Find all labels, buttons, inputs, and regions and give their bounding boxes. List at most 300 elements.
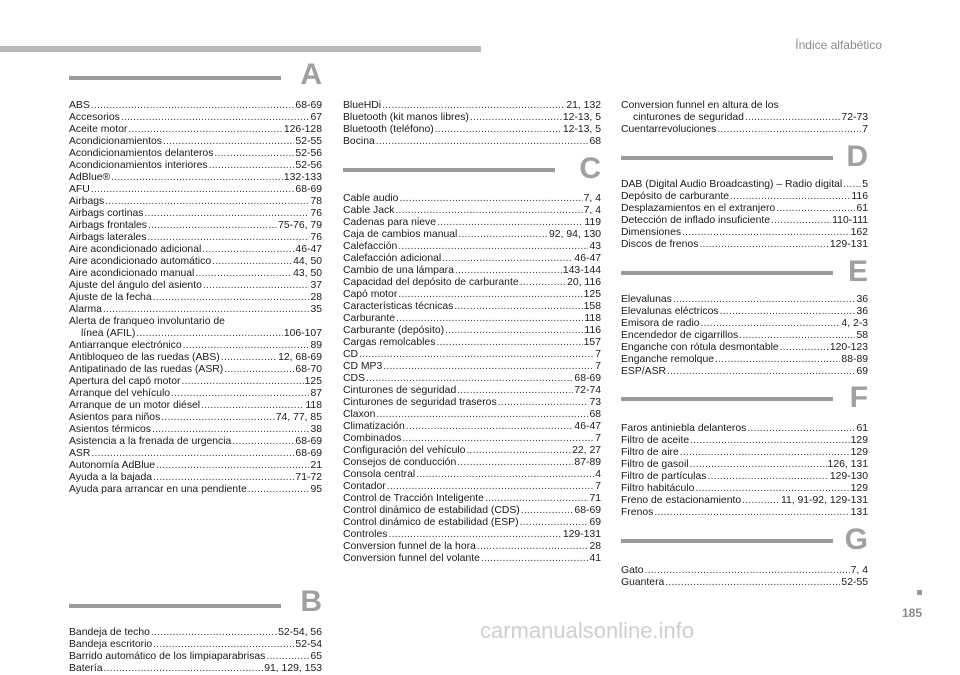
- index-pages: 74, 77, 85: [275, 412, 322, 423]
- index-entry: [621, 191, 868, 203]
- index-pages: 20, 116: [567, 277, 601, 288]
- index-entry: [69, 316, 322, 328]
- index-term: Carburante (depósito): [343, 325, 445, 336]
- index-entry: [69, 484, 322, 496]
- index-pages: 68-69: [295, 436, 322, 447]
- index-term: Filtro de aire: [621, 447, 679, 458]
- index-pages: 68-69: [295, 184, 322, 195]
- leader-dots: [457, 385, 573, 397]
- index-pages: 46-47: [574, 421, 601, 432]
- leader-dots: [153, 472, 294, 484]
- leader-dots: [699, 239, 828, 251]
- index-pages: 68: [589, 409, 601, 420]
- leader-dots: [739, 330, 855, 342]
- leader-dots: [498, 397, 589, 409]
- section-entries-f: [621, 423, 868, 519]
- index-term: Climatización: [343, 421, 405, 432]
- index-term: Faros antiniebla delanteros: [621, 423, 747, 434]
- index-pages: 52-54: [295, 639, 322, 650]
- index-term: Capó motor: [343, 289, 398, 300]
- index-pages: 37: [310, 280, 322, 291]
- leader-dots: [382, 100, 565, 112]
- index-entry: [69, 340, 322, 352]
- index-entry: [69, 651, 322, 663]
- index-term: Aceite motor: [69, 124, 128, 135]
- index-pages: 12-13, 5: [562, 124, 601, 135]
- index-entry: [343, 541, 601, 553]
- index-term: Carburante: [343, 313, 395, 324]
- section-rule: [69, 604, 281, 608]
- leader-dots: [153, 639, 294, 651]
- index-entry: [343, 373, 601, 385]
- leader-dots: [665, 577, 840, 589]
- index-term: cinturones de seguridad: [633, 112, 744, 123]
- index-pages: 67: [310, 112, 322, 123]
- index-entry: [621, 239, 868, 251]
- index-pages: 4: [595, 469, 601, 480]
- index-pages: 68-69: [295, 100, 322, 111]
- index-pages: 21: [310, 460, 322, 471]
- index-term: Arranque de un motor diésel: [69, 400, 201, 411]
- leader-dots: [103, 304, 310, 316]
- page-header-title: Índice alfabético: [795, 38, 882, 52]
- index-term: Combinados: [343, 433, 402, 444]
- index-term: Cable audio: [343, 193, 399, 204]
- leader-dots: [707, 471, 828, 483]
- leader-dots: [151, 627, 277, 639]
- index-pages: 132-133: [283, 172, 322, 183]
- index-entry: [621, 215, 868, 227]
- index-pages: 68-70: [295, 364, 322, 375]
- index-entry: [69, 436, 322, 448]
- section-letter-f: F: [849, 381, 868, 414]
- leader-dots: [645, 565, 850, 577]
- index-pages: 43: [589, 241, 601, 252]
- index-pages: 116: [584, 325, 601, 336]
- index-entry: [343, 361, 601, 373]
- index-entry: [343, 277, 601, 289]
- index-entry: [69, 280, 322, 292]
- index-pages: 162: [850, 227, 868, 238]
- index-term: Discos de frenos: [621, 239, 699, 250]
- index-term: Airbags frontales: [69, 220, 147, 231]
- index-pages: 125: [304, 376, 322, 387]
- leader-dots: [212, 256, 292, 268]
- index-entry: [343, 421, 601, 433]
- index-pages: 158: [583, 301, 601, 312]
- section-rule: [69, 76, 281, 80]
- index-term: CD MP3: [343, 361, 383, 372]
- leader-dots: [399, 193, 582, 205]
- leader-dots: [437, 217, 583, 229]
- leader-dots: [152, 424, 309, 436]
- index-pages: 126-128: [283, 124, 322, 135]
- index-term: Aire acondicionado manual: [69, 268, 195, 279]
- leader-dots: [520, 277, 566, 289]
- leader-dots: [161, 412, 275, 424]
- leader-dots: [147, 232, 309, 244]
- index-entry: [69, 196, 322, 208]
- index-pages: 131: [850, 507, 868, 518]
- index-pages: 106-107: [283, 328, 322, 339]
- index-term: AFU: [69, 184, 90, 195]
- index-entry: [343, 337, 601, 349]
- leader-dots: [843, 179, 861, 191]
- index-pages: 46-47: [295, 244, 322, 255]
- index-pages: 75-76, 79: [278, 220, 322, 231]
- index-entry: [343, 124, 601, 136]
- section-letter-c: C: [579, 152, 601, 185]
- index-entry: [621, 507, 868, 519]
- index-entry: [69, 292, 322, 304]
- leader-dots: [121, 112, 310, 124]
- index-term: Apertura del capó motor: [69, 376, 181, 387]
- index-pages: 68-69: [574, 505, 601, 516]
- leader-dots: [395, 205, 582, 217]
- index-entry: [69, 112, 322, 124]
- index-term: Control dinámico de estabilidad (CDS): [343, 505, 520, 516]
- section-rule: [343, 168, 555, 172]
- index-pages: 71: [589, 493, 601, 504]
- index-entry: [69, 148, 322, 160]
- index-pages: 22, 27: [572, 445, 601, 456]
- section-entries-d: [621, 179, 868, 251]
- leader-dots: [148, 220, 277, 232]
- index-entry: [343, 445, 601, 457]
- index-term: Batería: [69, 663, 103, 674]
- index-term: Arranque del vehículo: [69, 388, 171, 399]
- index-entry: [69, 208, 322, 220]
- index-pages: 46-47: [574, 253, 601, 264]
- leader-dots: [104, 663, 264, 675]
- index-term: Aire acondicionado automático: [69, 256, 212, 267]
- leader-dots: [667, 366, 855, 378]
- leader-dots: [715, 354, 840, 366]
- index-entry: [343, 325, 601, 337]
- index-pages: 76: [310, 208, 322, 219]
- leader-dots: [224, 364, 294, 376]
- index-entry: [343, 397, 601, 409]
- index-entry: [343, 217, 601, 229]
- leader-dots: [445, 325, 583, 337]
- leader-dots: [701, 318, 841, 330]
- index-entry: [343, 100, 601, 112]
- index-term: Encendedor de cigarrillos: [621, 330, 739, 341]
- index-term: Filtro de gasoil: [621, 459, 689, 470]
- leader-dots: [485, 493, 589, 505]
- index-term: Consejos de conducción: [343, 457, 457, 468]
- index-pages: 125: [583, 289, 601, 300]
- leader-dots: [388, 529, 561, 541]
- index-entry: [343, 457, 601, 469]
- index-term: Airbags cortinas: [69, 208, 144, 219]
- index-term: Filtro habitáculo: [621, 483, 695, 494]
- index-entry: [621, 577, 868, 589]
- index-pages: 21, 132: [566, 100, 601, 111]
- leader-dots: [145, 208, 310, 220]
- index-entry: [621, 179, 868, 191]
- index-term: Ayuda para arrancar en una pendiente: [69, 484, 247, 495]
- leader-dots: [183, 340, 310, 352]
- index-entry: [343, 253, 601, 265]
- index-pages: 72-73: [841, 112, 868, 123]
- leader-dots: [91, 184, 295, 196]
- leader-dots: [195, 268, 292, 280]
- index-pages: 120-123: [829, 342, 868, 353]
- index-term: Desplazamientos en el extranjero: [621, 203, 776, 214]
- index-term: Conversion funnel de la hora: [343, 541, 476, 552]
- leader-dots: [747, 423, 855, 435]
- index-term: Acondicionamientos: [69, 136, 162, 147]
- index-entry: [621, 483, 868, 495]
- index-pages: 91, 129, 153: [264, 663, 322, 674]
- index-pages: 110-111: [832, 215, 868, 226]
- leader-dots: [398, 241, 588, 253]
- index-entry: [621, 330, 868, 342]
- index-term: Claxon: [343, 409, 376, 420]
- leader-dots: [402, 433, 594, 445]
- index-term: Antiarranque electrónico: [69, 340, 182, 351]
- index-entry: [343, 529, 601, 541]
- index-term: Controles: [343, 529, 388, 540]
- index-pages: 119: [584, 217, 601, 228]
- leader-dots: [209, 160, 295, 172]
- section-letter-a: A: [300, 58, 322, 91]
- index-entry: [343, 265, 601, 277]
- index-entry: [621, 203, 868, 215]
- index-entry: [343, 289, 601, 301]
- index-pages: 28: [310, 292, 322, 303]
- index-entry: [69, 663, 322, 675]
- index-term: Ayuda a la bajada: [69, 472, 153, 483]
- index-entry: [69, 364, 322, 376]
- leader-dots: [771, 215, 831, 227]
- index-term: Barrido automático de los limpiaparabrisas: [69, 651, 266, 662]
- section-entries-e: [621, 294, 868, 378]
- leader-dots: [181, 376, 303, 388]
- index-entry: [621, 124, 868, 136]
- index-pages: 88-89: [841, 354, 868, 365]
- leader-dots: [136, 328, 283, 340]
- index-term: Asistencia a la frenada de urgencia: [69, 436, 232, 447]
- index-term: Calefacción adicional: [343, 253, 442, 264]
- index-entry: [343, 433, 601, 445]
- index-pages: 68-69: [295, 448, 322, 459]
- index-entry: [69, 448, 322, 460]
- index-entry: [343, 112, 601, 124]
- index-term: Cadenas para nieve: [343, 217, 437, 228]
- leader-dots: [745, 112, 841, 124]
- index-entry: [343, 301, 601, 313]
- index-pages: 52-54, 56: [278, 627, 322, 638]
- index-term: Antibloqueo de las ruedas (ABS): [69, 352, 220, 363]
- leader-dots: [214, 148, 294, 160]
- index-term: Filtro de aceite: [621, 435, 690, 446]
- index-pages: 52-56: [295, 148, 322, 159]
- index-entry: [621, 318, 868, 330]
- index-pages: 69: [589, 517, 601, 528]
- index-pages: 12, 68-69: [278, 352, 322, 363]
- index-entry: [343, 349, 601, 361]
- page-marker: [917, 590, 922, 595]
- index-entry: [69, 472, 322, 484]
- leader-dots: [454, 301, 582, 313]
- index-entry: [69, 352, 322, 364]
- index-entry: [69, 184, 322, 196]
- index-entry: [69, 639, 322, 651]
- index-pages: 52-56: [295, 160, 322, 171]
- index-term: Características técnicas: [343, 301, 454, 312]
- index-term: ASR: [69, 448, 91, 459]
- index-pages: 95: [310, 484, 322, 495]
- index-term: DAB (Digital Audio Broadcasting) – Radio digital: [621, 179, 843, 190]
- index-entry: [343, 517, 601, 529]
- index-entry: [343, 505, 601, 517]
- index-term: Freno de estacionamiento: [621, 495, 742, 506]
- index-term: Filtro de partículas: [621, 471, 707, 482]
- index-entry: [621, 100, 868, 112]
- index-pages: 61: [856, 203, 868, 214]
- index-column-3: [621, 100, 868, 589]
- index-entry: [621, 366, 868, 378]
- leader-dots: [232, 436, 294, 448]
- leader-dots: [477, 541, 589, 553]
- leader-dots: [458, 229, 548, 241]
- index-pages: 68-69: [574, 373, 601, 384]
- index-pages: 87-89: [574, 457, 601, 468]
- section-entries-a: [69, 100, 322, 496]
- leader-dots: [457, 457, 573, 469]
- index-pages: 7, 4: [583, 193, 601, 204]
- index-term: Aire acondicionado adicional: [69, 244, 202, 255]
- index-term: Asientos para niños: [69, 412, 161, 423]
- index-pages: 52-55: [295, 136, 322, 147]
- index-entry: [343, 481, 601, 493]
- index-entry: [343, 385, 601, 397]
- index-term: Cinturones de seguridad: [343, 385, 457, 396]
- index-entry: [621, 565, 868, 577]
- index-pages: 118: [305, 400, 322, 411]
- index-term: Elevalunas: [621, 294, 672, 305]
- leader-dots: [111, 172, 283, 184]
- index-pages: 78: [310, 196, 322, 207]
- index-term: Configuración del vehículo: [343, 445, 466, 456]
- leader-dots: [695, 483, 849, 495]
- index-entry: [621, 423, 868, 435]
- index-term: Caja de cambios manual: [343, 229, 458, 240]
- index-pages: 7: [595, 349, 601, 360]
- index-entry: [343, 229, 601, 241]
- index-entry: [69, 627, 322, 639]
- index-term: Enganche remolque: [621, 354, 715, 365]
- index-pages: 36: [856, 306, 868, 317]
- index-pages: 68: [589, 136, 601, 147]
- section-entries-g: [621, 565, 868, 589]
- index-pages: 89: [310, 340, 322, 351]
- index-term: Depósito de carburante: [621, 191, 730, 202]
- index-pages: 157: [583, 337, 601, 348]
- index-pages: 4, 2-3: [841, 318, 868, 329]
- section-letter-e: E: [847, 255, 868, 288]
- leader-dots: [673, 294, 856, 306]
- index-term: Dimensiones: [621, 227, 682, 238]
- leader-dots: [366, 373, 573, 385]
- index-entry: [621, 459, 868, 471]
- leader-dots: [436, 337, 582, 349]
- index-entry: [343, 205, 601, 217]
- index-pages: 35: [310, 304, 322, 315]
- index-entry: [69, 388, 322, 400]
- index-pages: 36: [856, 294, 868, 305]
- index-term: Acondicionamientos interiores: [69, 160, 208, 171]
- section-letter-g: G: [844, 523, 868, 556]
- index-term: Detección de inflado insuficiente: [621, 215, 771, 226]
- index-term: Cable Jack: [343, 205, 395, 216]
- index-term: Autonomía AdBlue: [69, 460, 156, 471]
- index-pages: 65: [310, 651, 322, 662]
- leader-dots: [690, 459, 827, 471]
- index-pages: 61: [856, 423, 868, 434]
- index-term: Conversion funnel del volante: [343, 553, 480, 564]
- leader-dots: [470, 112, 562, 124]
- index-entry: [343, 493, 601, 505]
- index-pages: 58: [856, 330, 868, 341]
- index-entry: [621, 306, 868, 318]
- leader-dots: [266, 651, 309, 663]
- index-term: Bandeja de techo: [69, 627, 150, 638]
- index-term: AdBlue®: [69, 172, 111, 183]
- index-term: Cargas remolcables: [343, 337, 436, 348]
- index-pages: 52-55: [841, 577, 868, 588]
- index-pages: 44, 50: [293, 256, 322, 267]
- index-term: Contador: [343, 481, 386, 492]
- index-entry: [343, 409, 601, 421]
- index-pages: 129: [850, 483, 868, 494]
- section-entries-c-cont: [621, 100, 868, 136]
- section-rule: [621, 156, 833, 160]
- index-term: Cinturones de seguridad traseros: [343, 397, 497, 408]
- index-entry: [69, 160, 322, 172]
- index-entry: [621, 354, 868, 366]
- index-term: Alarma: [69, 304, 102, 315]
- index-term: Bocina: [343, 136, 375, 147]
- index-entry: [343, 553, 601, 565]
- index-term: Cuentarrevoluciones: [621, 124, 717, 135]
- index-pages: 28: [589, 541, 601, 552]
- index-term: Capacidad del depósito de carburante: [343, 277, 519, 288]
- index-entry: [69, 124, 322, 136]
- index-term: Alerta de franqueo involuntario de: [69, 316, 225, 327]
- index-entry: [69, 220, 322, 232]
- index-entry: [343, 193, 601, 205]
- leader-dots: [481, 553, 589, 565]
- section-rule: [621, 539, 833, 543]
- leader-dots: [742, 495, 780, 507]
- index-term: Elevalunas eléctricos: [621, 306, 719, 317]
- index-pages: 129-131: [562, 529, 601, 540]
- index-term: ESP/ASR: [621, 366, 667, 377]
- index-pages: 7: [595, 361, 601, 372]
- index-pages: 126, 131: [827, 459, 868, 470]
- index-term: Antipatinado de las ruedas (ASR): [69, 364, 224, 375]
- index-term: Control dinámico de estabilidad (ESP): [343, 517, 519, 528]
- leader-dots: [396, 313, 583, 325]
- leader-dots: [128, 124, 283, 136]
- leader-dots: [163, 136, 294, 148]
- leader-dots: [248, 484, 310, 496]
- leader-dots: [442, 253, 573, 265]
- index-entry: [69, 268, 322, 280]
